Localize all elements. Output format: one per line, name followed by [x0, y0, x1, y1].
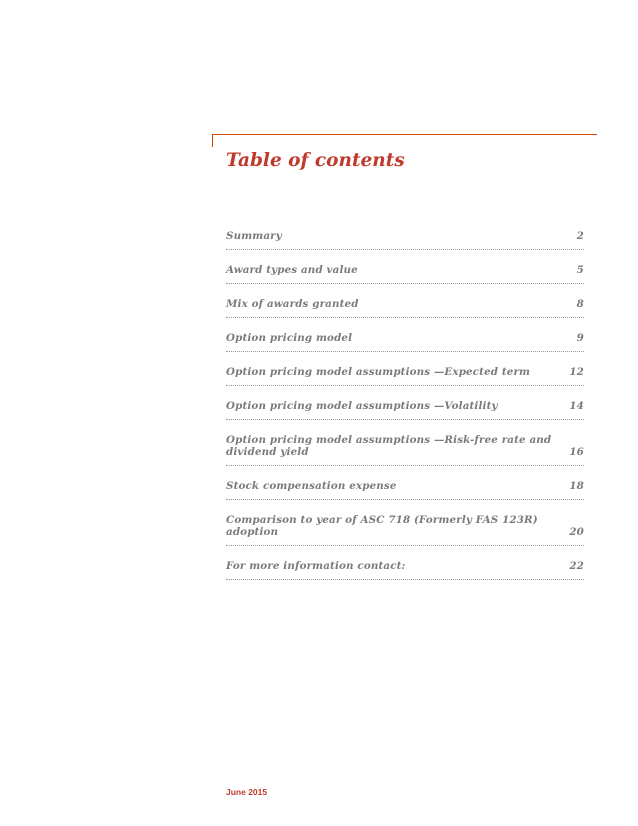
toc-entry-label: Summary: [226, 230, 282, 242]
toc-entry-page: 22: [569, 560, 584, 572]
toc-entry-risk-free-rate[interactable]: [226, 429, 584, 466]
toc-entry-volatility[interactable]: [226, 395, 584, 420]
toc-entry-mix-of-awards[interactable]: [226, 293, 584, 318]
page-title: Table of contents: [226, 150, 405, 171]
toc-entry-label: Award types and value: [226, 264, 358, 276]
toc-entry-page: 18: [569, 480, 584, 492]
toc-entry-label: Stock compensation expense: [226, 480, 397, 492]
toc-entry-page: 16: [569, 446, 584, 458]
toc-entry-summary[interactable]: [226, 225, 584, 250]
toc-entry-asc-718-comparison[interactable]: [226, 509, 584, 546]
corner-bracket-vertical: [212, 134, 213, 147]
toc-entry-label: Option pricing model assumptions —Expected term: [226, 366, 531, 378]
toc-entry-label: For more information contact:: [226, 560, 406, 572]
toc-entry-label: Comparison to year of ASC 718 (Formerly FAS 123R) adoption: [226, 514, 538, 538]
toc-entry-label: Option pricing model: [226, 332, 353, 344]
toc-entry-label: Option pricing model assumptions —Volatility: [226, 400, 498, 412]
footer-date: June 2015: [226, 787, 268, 797]
toc-entry-contact[interactable]: [226, 555, 584, 580]
toc-entry-expected-term[interactable]: [226, 361, 584, 386]
toc-entry-option-pricing-model[interactable]: [226, 327, 584, 352]
toc-entry-page: 20: [569, 526, 584, 538]
toc-entry-award-types[interactable]: [226, 259, 584, 284]
toc-entry-page: 12: [569, 366, 584, 378]
toc-entry-label: Option pricing model assumptions —Risk-free rate and dividend yield: [226, 434, 552, 458]
toc-entry-stock-compensation-expense[interactable]: [226, 475, 584, 500]
table-of-contents: [226, 225, 584, 580]
toc-entry-page: 8: [576, 298, 584, 310]
toc-entry-page: 2: [576, 230, 584, 242]
corner-bracket-horizontal: [212, 134, 597, 135]
toc-entry-page: 14: [569, 400, 584, 412]
toc-entry-label: Mix of awards granted: [226, 298, 359, 310]
toc-entry-page: 9: [576, 332, 584, 344]
toc-entry-page: 5: [576, 264, 584, 276]
